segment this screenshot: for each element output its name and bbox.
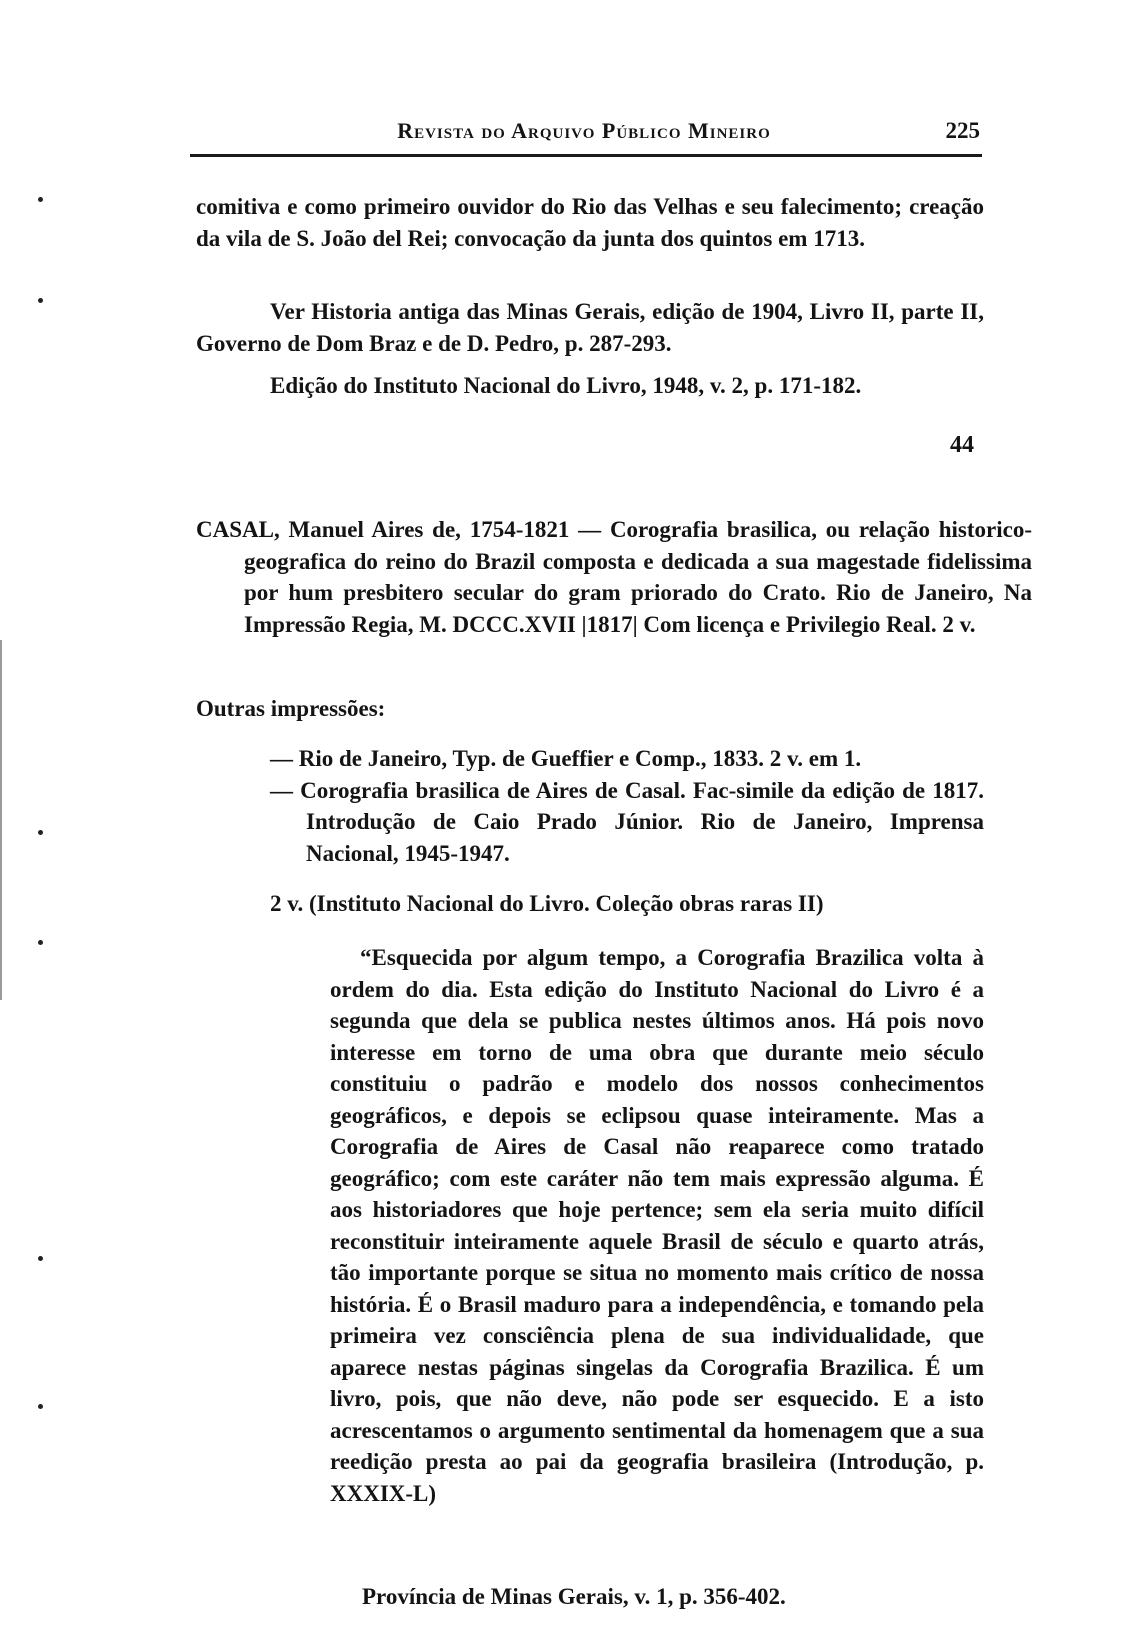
header-rule: [190, 154, 982, 157]
quotation-paragraph: “Esquecida por algum tempo, a Corografia Brazilica volta à ordem do dia. Esta edição do Instituto Nacional do Livro é a segunda que dela se publica nestes últimos anos. Há pois novo interesse em torno de uma obra que durante meio século constituiu o padrão e modelo dos nossos conhecimentos geográficos, e depois se eclipsou quase inteiramente. Mas a Corografia de Aires de Casal não reaparece como tratado geográfico; com este caráter não tem mais expressão alguma. É aos historiadores que hoje pertence; sem ela seria muito difícil reconstituir inteiramente aquele Brasil de século e quarto atrás, tão importante porque se situa no momento mais crítico de nossa história. É o Brasil maduro para a independência, e tomando pela primeira vez consciência plena de sua individualidade, que aparece nestas páginas singelas da Corografia Brazilica. É um livro, pois, que não deve, não pode ser esquecido. E a isto acrescentamos o argumento sentimental da homenagem que a sua reedição presta ao pai da geografia brasileira (Introdução, p. XXXIX-L): [330, 945, 984, 1506]
page-number: 225: [945, 118, 980, 143]
bibliographic-entry: CASAL, Manuel Aires de, 1754-1821 — Corografia brasilica, ou relação historico-geografica do reino do Brazil composta e dedicada a sua magestade fidelissima por hum presbitero secular do gram priorado do Crato. Rio de Janeiro, Na Impressão Regia, M. DCCC.XVII |1817| Com licença e Privilegio Real. 2 v.: [196, 517, 1032, 637]
scan-speck: [38, 830, 43, 835]
continuation-paragraph: comitiva e como primeiro ouvidor do Rio das Velhas e seu falecimento; creação da vila de S. João del Rei; convocação da junta dos quintos em 1713.: [196, 194, 984, 251]
running-title: Revista do Arquivo Público Mineiro: [397, 118, 771, 143]
scan-speck: [38, 1404, 43, 1409]
quotation-source: Província de Minas Gerais, v. 1, p. 356-402.: [362, 1584, 786, 1609]
scan-edge-shadow: [0, 640, 2, 1000]
reference-ver: Ver Historia antiga das Minas Gerais, edição de 1904, Livro II, parte II, Governo de Dom Braz e de D. Pedro, p. 287-293.: [196, 299, 984, 356]
scan-speck: [38, 1256, 43, 1261]
other-printings-label: Outras impressões:: [196, 696, 386, 721]
printing-item: — Corografia brasilica de Aires de Casal. Fac-simile da edição de 1817. Introdução de Caio Prado Júnior. Rio de Janeiro, Imprensa Nacional, 1945-1947.: [270, 777, 984, 866]
printing-item: — Rio de Janeiro, Typ. de Gueffier e Comp., 1833. 2 v. em 1.: [270, 746, 862, 771]
other-printings-list: [270, 743, 984, 869]
scan-speck: [38, 940, 43, 945]
reference-edicao: Edição do Instituto Nacional do Livro, 1948, v. 2, p. 171-182.: [270, 373, 862, 398]
page-header: [188, 118, 980, 158]
collection-note: 2 v. (Instituto Nacional do Livro. Coleção obras raras II): [270, 891, 824, 916]
scan-speck: [38, 197, 43, 202]
scan-speck: [38, 298, 43, 303]
entry-number: 44: [950, 432, 974, 458]
